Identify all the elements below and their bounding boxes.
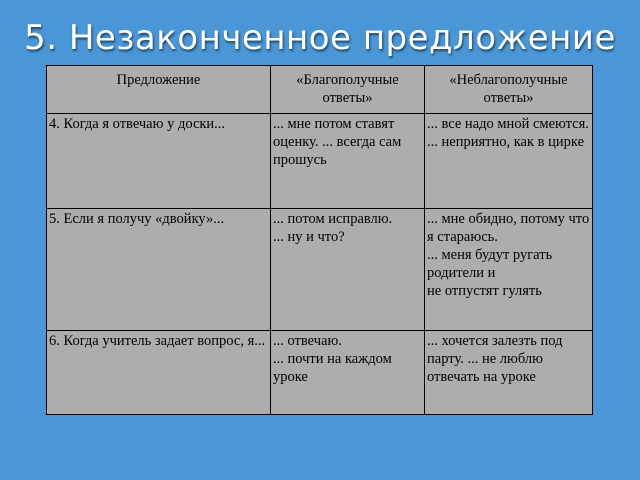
good-answer-cell: ... мне потом ставят оценку. ... всегда сам прошусь: [271, 114, 425, 209]
table-row: [47, 114, 593, 209]
slide-title: 5. Незаконченное предложение: [24, 18, 616, 58]
table-row: [47, 209, 593, 331]
header-sentence: Предложение: [47, 66, 271, 114]
good-answer-cell: ... потом исправлю. ... ну и что?: [271, 209, 425, 331]
bad-answer-cell: ... все надо мной смеются. ... неприятно, как в цирке: [425, 114, 593, 209]
sentence-cell: 6. Когда учитель задает вопрос, я...: [47, 331, 271, 415]
answers-table: [46, 65, 593, 415]
table-row: [47, 331, 593, 415]
good-answer-cell: ... отвечаю. ... почти на каждом уроке: [271, 331, 425, 415]
bad-answer-cell: ... хочется залезть под парту. ... не люблю отвечать на уроке: [425, 331, 593, 415]
bad-answer-cell: ... мне обидно, потому что я стараюсь. ... меня будут ругать родители и не отпустят гулять: [425, 209, 593, 331]
header-row: [47, 66, 593, 114]
header-good-answers: «Благополучные ответы»: [271, 66, 425, 114]
sentence-cell: 5. Если я получу «двойку»...: [47, 209, 271, 331]
header-bad-answers: «Неблагополучные ответы»: [425, 66, 593, 114]
sentence-cell: 4. Когда я отвечаю у доски...: [47, 114, 271, 209]
